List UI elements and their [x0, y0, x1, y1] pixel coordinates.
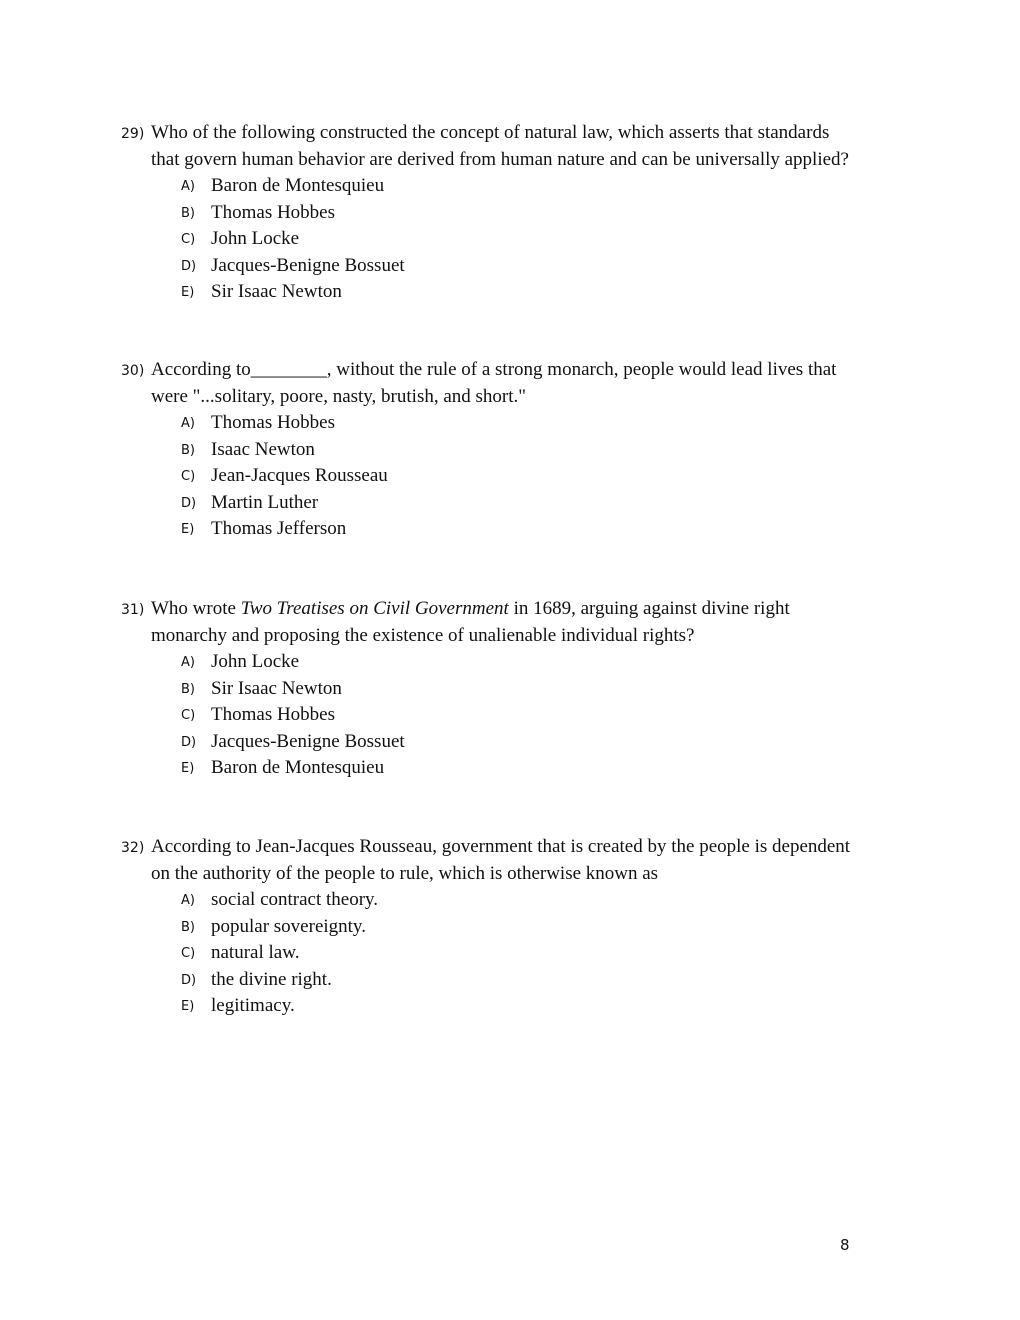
page-number: 8 — [840, 1236, 850, 1254]
question-text-line-1 — [151, 596, 901, 623]
option-letter: E) — [181, 761, 195, 776]
answer-options — [121, 649, 901, 782]
option-c — [181, 702, 901, 729]
question-text-suffix: in 1689, arguing against divine right — [508, 598, 790, 619]
option-text: Baron de Montesquieu — [211, 175, 385, 196]
option-text: Jean-Jacques Rousseau — [211, 465, 388, 486]
option-a — [181, 173, 901, 200]
option-d — [181, 967, 901, 994]
question-29 — [121, 120, 901, 306]
question-number: 29) — [121, 126, 145, 142]
option-e — [181, 516, 901, 543]
option-b — [181, 914, 901, 941]
question-text-line-2: were "...solitary, poore, nasty, brutish, and short." — [151, 385, 527, 407]
question-number: 32) — [121, 840, 145, 856]
question-text-line-2: monarchy and proposing the existence of unalienable individual rights? — [151, 624, 695, 646]
question-stem-line — [121, 120, 901, 147]
option-text: Thomas Hobbes — [211, 704, 336, 725]
option-text: Thomas Hobbes — [211, 201, 336, 223]
option-letter: A) — [181, 893, 195, 908]
option-letter: B) — [181, 205, 195, 221]
question-stem-line — [121, 834, 901, 861]
option-letter: E) — [181, 522, 195, 537]
option-c — [181, 463, 901, 490]
option-letter: D) — [181, 734, 197, 750]
option-text: Sir Isaac Newton — [211, 281, 342, 302]
question-text-prefix: Who wrote — [151, 598, 241, 619]
option-letter: C) — [181, 946, 196, 961]
option-b — [181, 200, 901, 227]
answer-options — [121, 173, 901, 306]
question-text-line-2: on the authority of the people to rule, which is otherwise known as — [151, 862, 659, 884]
option-letter: C) — [181, 469, 196, 484]
option-text: Thomas Jefferson — [211, 518, 347, 539]
question-number: 30) — [121, 363, 145, 379]
option-letter: D) — [181, 495, 197, 511]
question-stem-line — [121, 147, 901, 174]
question-stem-line — [121, 384, 901, 411]
option-text: Isaac Newton — [211, 438, 315, 460]
option-b — [181, 676, 901, 703]
option-d — [181, 253, 901, 280]
option-letter: A) — [181, 655, 195, 670]
option-text: popular sovereignty. — [211, 915, 366, 937]
option-a — [181, 887, 901, 914]
option-b — [181, 437, 901, 464]
option-d — [181, 490, 901, 517]
book-title: Two Treatises on Civil Government — [240, 598, 509, 619]
question-stem-line — [121, 861, 901, 888]
option-text: the divine right. — [211, 968, 332, 990]
option-d — [181, 729, 901, 756]
question-text-line-1: Who of the following constructed the concept of natural law, which asserts that standards — [151, 122, 830, 143]
question-31 — [121, 596, 901, 782]
option-e — [181, 279, 901, 306]
option-c — [181, 226, 901, 253]
option-text: Jacques-Benigne Bossuet — [211, 730, 405, 752]
answer-options — [121, 887, 901, 1020]
option-text: Thomas Hobbes — [211, 412, 336, 433]
option-letter: E) — [181, 999, 195, 1014]
option-e — [181, 993, 901, 1020]
option-letter: C) — [181, 708, 196, 723]
option-letter: A) — [181, 416, 195, 431]
option-e — [181, 755, 901, 782]
option-text: Sir Isaac Newton — [211, 677, 342, 699]
question-text-line-1: According to Jean-Jacques Rousseau, government that is created by the people is dependent — [151, 836, 851, 857]
option-a — [181, 649, 901, 676]
question-text-line-2: that govern human behavior are derived from human nature and can be universally applied? — [151, 148, 849, 170]
option-letter: A) — [181, 179, 195, 194]
option-text: social contract theory. — [211, 889, 379, 910]
option-text: legitimacy. — [211, 995, 295, 1016]
option-text: Baron de Montesquieu — [211, 757, 385, 778]
question-stem-line — [121, 596, 901, 623]
question-stem-line — [121, 357, 901, 384]
option-text: John Locke — [211, 228, 300, 249]
option-letter: D) — [181, 258, 197, 274]
option-text: Jacques-Benigne Bossuet — [211, 254, 405, 276]
option-letter: D) — [181, 972, 197, 988]
question-number: 31) — [121, 602, 145, 618]
option-a — [181, 410, 901, 437]
option-text: John Locke — [211, 651, 300, 672]
option-text: natural law. — [211, 942, 300, 963]
option-letter: B) — [181, 442, 195, 458]
question-stem-line — [121, 623, 901, 650]
option-text: Martin Luther — [211, 491, 319, 513]
option-letter: C) — [181, 232, 196, 247]
option-c — [181, 940, 901, 967]
question-32 — [121, 834, 901, 1020]
question-text-line-1: According to________, without the rule of a strong monarch, people would lead lives that — [151, 359, 837, 380]
question-30 — [121, 357, 901, 543]
option-letter: E) — [181, 285, 195, 300]
answer-options — [121, 410, 901, 543]
option-letter: B) — [181, 919, 195, 935]
option-letter: B) — [181, 681, 195, 697]
